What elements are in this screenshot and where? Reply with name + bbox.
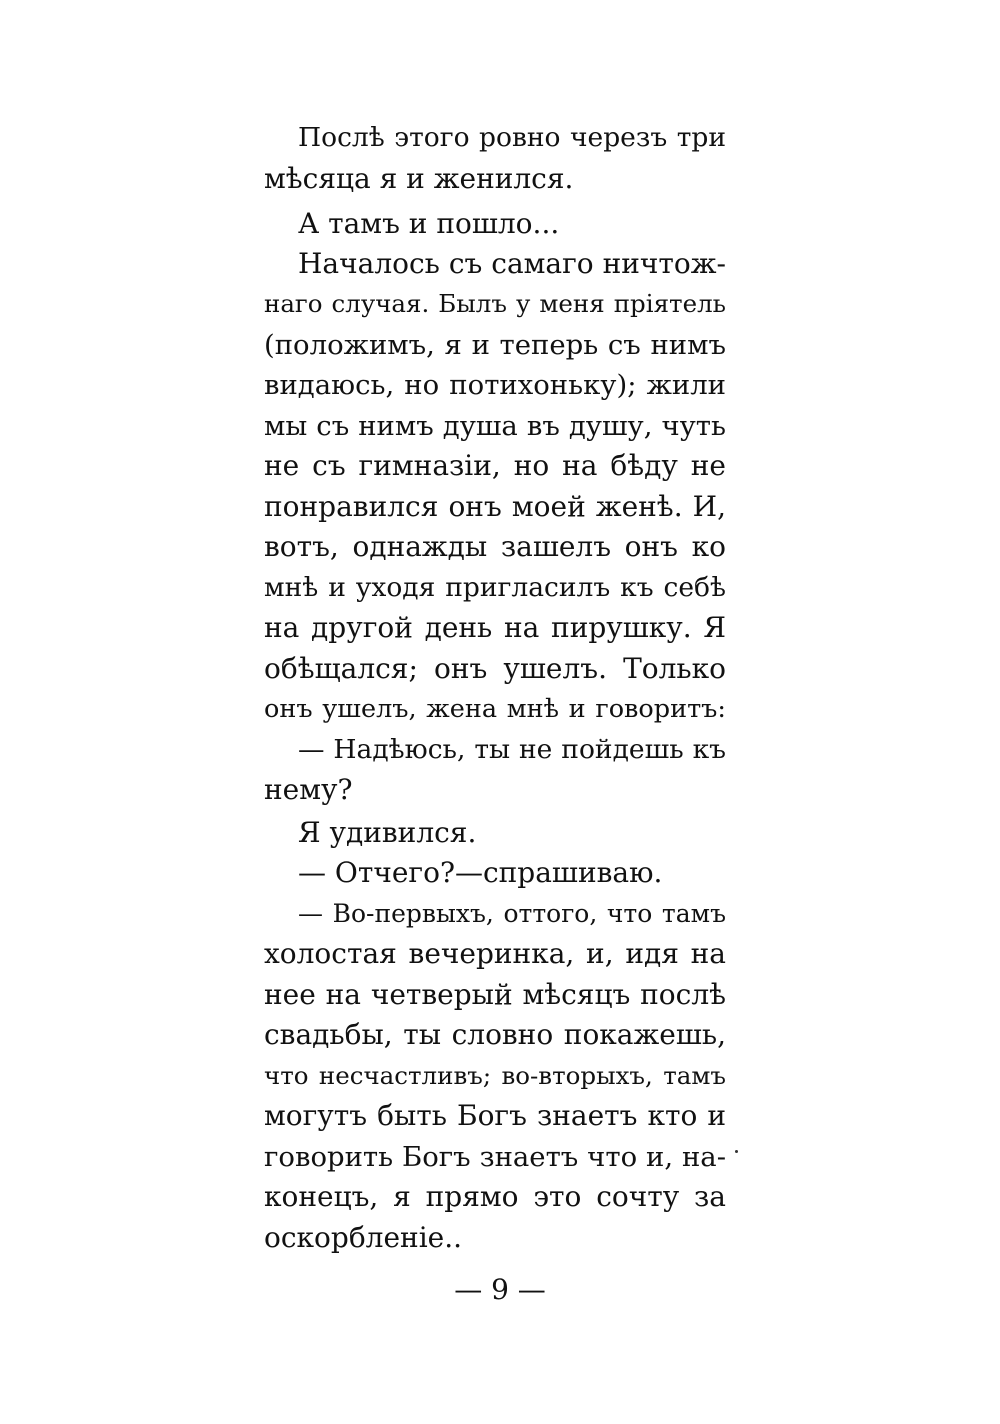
text-line: (положимъ, я и теперь съ нимъ [264,329,726,361]
text-line: мы съ нимъ душа въ душу, чуть [264,410,726,442]
text-line: А тамъ и пошло... [298,207,560,240]
text-line: холостая вечеринка, и, идя на [264,937,726,970]
text-line: нему? [264,773,353,806]
text-line: — Надѣюсь, ты не пойдешь къ [298,734,726,765]
text-line: обѣщался; онъ ушелъ. Только [264,652,726,685]
page-number: — 9 — [454,1273,546,1306]
text-line: оскорбленіе.. [264,1221,463,1254]
text-line: конецъ, я прямо это сочту за [264,1180,726,1213]
text-line: — Во-первыхъ, оттого, что тамъ [298,899,726,928]
text-line: понравился онъ моей женѣ. И, [264,490,726,523]
text-line: могутъ быть Богъ знаетъ кто и [264,1099,726,1132]
text-line: видаюсь, но потихоньку); жили [264,369,726,401]
text-line: вотъ, однажды зашелъ онъ ко [264,530,726,563]
text-line: не съ гимназіи, но на бѣду не [264,449,726,482]
text-line: на другой день на пирушку. Я [264,611,726,644]
text-line: говорить Богъ знаетъ что и, на- [264,1141,726,1173]
text-line: Послѣ этого ровно черезъ три [298,122,726,153]
text-line: Началось съ самаго ничтож- [298,247,726,280]
text-line: мнѣ и уходя пригласилъ къ себѣ [264,572,726,603]
text-line: онъ ушелъ, жена мнѣ и говоритъ: [264,694,726,724]
ink-speck [735,1150,738,1153]
text-line: свадьбы, ты словно покажешь, [264,1018,726,1051]
text-line: что несчастливъ; во-вторыхъ, тамъ [264,1061,726,1090]
text-line: нее на четверый мѣсяцъ послѣ [264,978,726,1011]
text-line: Я удивился. [298,816,477,849]
text-line: мѣсяца я и женился. [264,162,574,195]
text-line: наго случая. Былъ у меня пріятель [264,289,726,318]
text-line: — Отчего?—спрашиваю. [298,856,663,889]
